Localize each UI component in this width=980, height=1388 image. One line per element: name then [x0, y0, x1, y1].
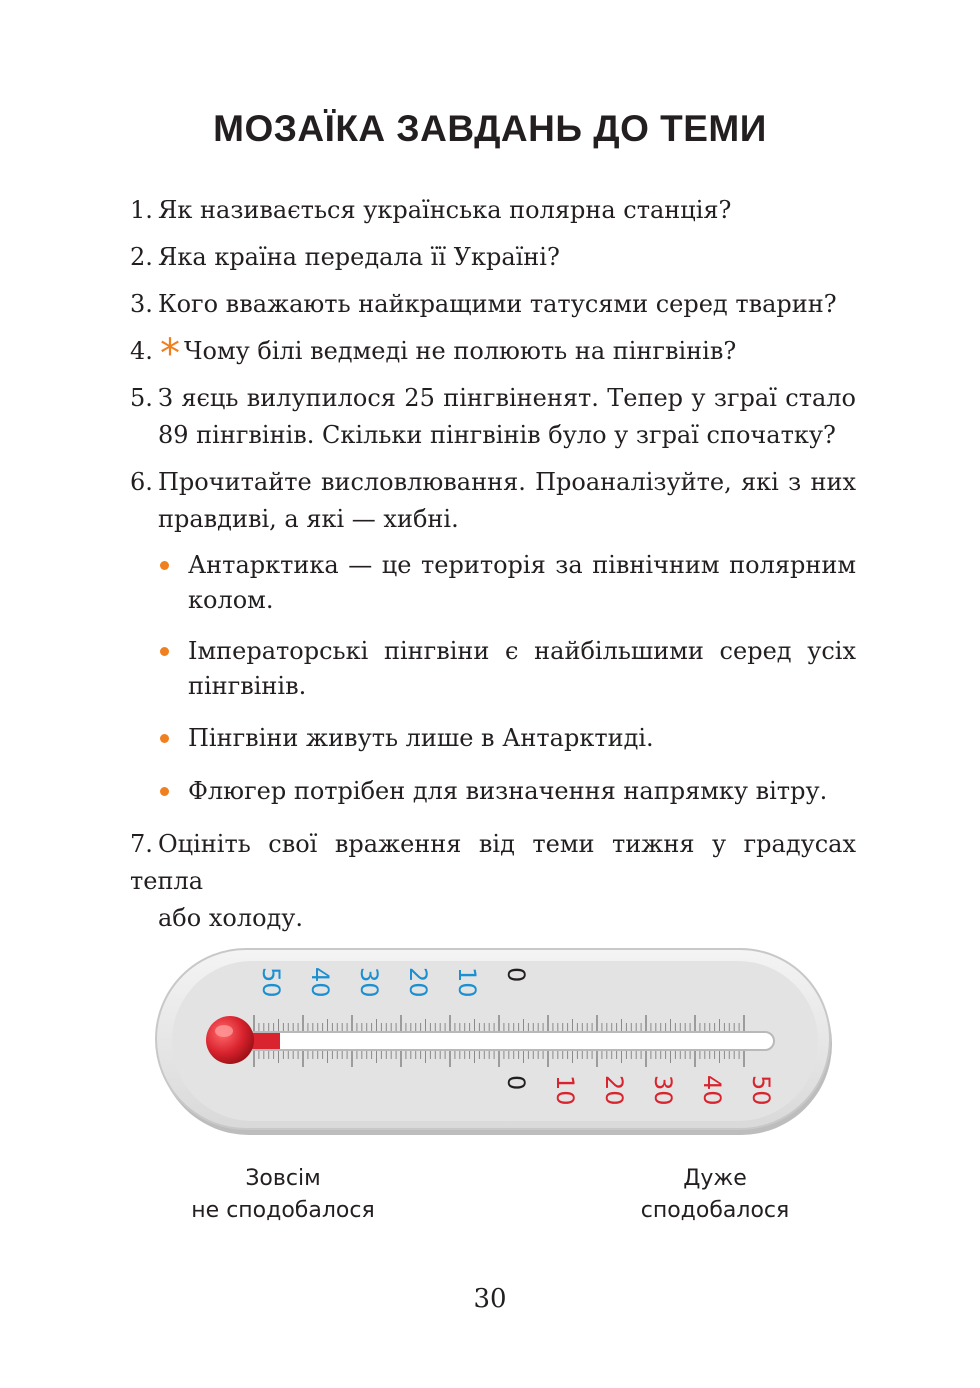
page-number: 30	[473, 1284, 507, 1314]
question-text-line1: Прочитайте висловлювання. Проаналізуйте, які з них	[158, 468, 856, 496]
thermometer-bulb	[206, 1016, 254, 1064]
question-text-line1: Оцініть свої враження від теми тижня у градусах тепла	[130, 830, 856, 895]
statement-line1: Імператорські пінгвіни є найбільшими серед усіх	[188, 637, 856, 665]
question-1	[130, 192, 856, 229]
question-text-line2: 89 пінгвінів. Скільки пінгвінів було у зграї спочатку?	[158, 421, 836, 449]
question-text: Як називається українська полярна станція?	[158, 196, 732, 224]
scale-label-cold: 40	[306, 967, 334, 998]
question-6	[130, 464, 856, 538]
bullet-icon	[160, 787, 169, 796]
scale-label-cold: 30	[355, 967, 383, 998]
question-7	[130, 826, 856, 937]
question-number: 2.	[130, 243, 153, 271]
question-text-line2: правдиві, а які — хибні.	[158, 505, 459, 533]
scale-label-warm: 40	[698, 1075, 726, 1106]
statement-1	[160, 548, 856, 618]
bullet-icon	[160, 647, 169, 656]
question-4	[130, 331, 856, 377]
label-disliked	[180, 1163, 386, 1227]
thermometer-bulb-highlight	[215, 1025, 233, 1037]
scale-label-warm: 30	[649, 1075, 677, 1106]
question-text: Кого вважають найкращими татусями серед тварин?	[158, 290, 837, 318]
statement-line1: Флюгер потрібен для визначення напрямку вітру.	[188, 777, 828, 805]
star-icon: *	[160, 331, 180, 377]
question-number: 5.	[130, 384, 153, 412]
statement-line2: колом.	[188, 586, 274, 614]
page-title: МОЗАЇКА ЗАВДАНЬ ДО ТЕМИ	[213, 108, 767, 149]
label-disliked-line2: не сподобалося	[191, 1198, 375, 1223]
question-number: 7.	[130, 830, 153, 858]
label-liked-line1: Дуже	[683, 1166, 747, 1191]
label-disliked-line1: Зовсім	[245, 1166, 321, 1191]
label-liked	[620, 1163, 810, 1227]
statement-line2: пінгвінів.	[188, 672, 307, 700]
question-text-line2: або холоду.	[158, 904, 304, 932]
question-number: 6.	[130, 468, 153, 496]
scale-label-warm: 10	[551, 1075, 579, 1106]
bullet-icon	[160, 561, 169, 570]
statement-line1: Антарктика — це територія за північним полярним	[188, 551, 856, 579]
scale-label-cold: 10	[453, 967, 481, 998]
question-3	[130, 286, 856, 323]
statement-4	[160, 774, 856, 809]
label-liked-line2: сподобалося	[640, 1198, 790, 1223]
thermometer	[150, 945, 840, 1145]
statement-3	[160, 721, 856, 756]
question-text-line1: З яєць вилупилося 25 пінгвіненят. Тепер у зграї стало	[158, 384, 856, 412]
question-text: Чому білі ведмеді не полюють на пінгвінів?	[184, 337, 737, 365]
statement-2	[160, 634, 856, 704]
question-number: 1.	[130, 196, 153, 224]
scale-label-cold: 20	[404, 967, 432, 998]
question-number: 4.	[130, 337, 153, 365]
bullet-icon	[160, 734, 169, 743]
question-5	[130, 380, 856, 454]
statement-line1: Пінгвіни живуть лише в Антарктиді.	[188, 724, 654, 752]
question-number: 3.	[130, 290, 153, 318]
thermometer-tube	[240, 1032, 774, 1050]
scale-label-warm: 0	[502, 1075, 530, 1091]
scale-label-cold: 50	[257, 967, 285, 998]
question-text: Яка країна передала її Україні?	[158, 243, 560, 271]
question-2	[130, 239, 856, 276]
scale-label-cold: 0	[502, 967, 530, 983]
scale-label-warm: 20	[600, 1075, 628, 1106]
scale-label-warm: 50	[747, 1075, 775, 1106]
